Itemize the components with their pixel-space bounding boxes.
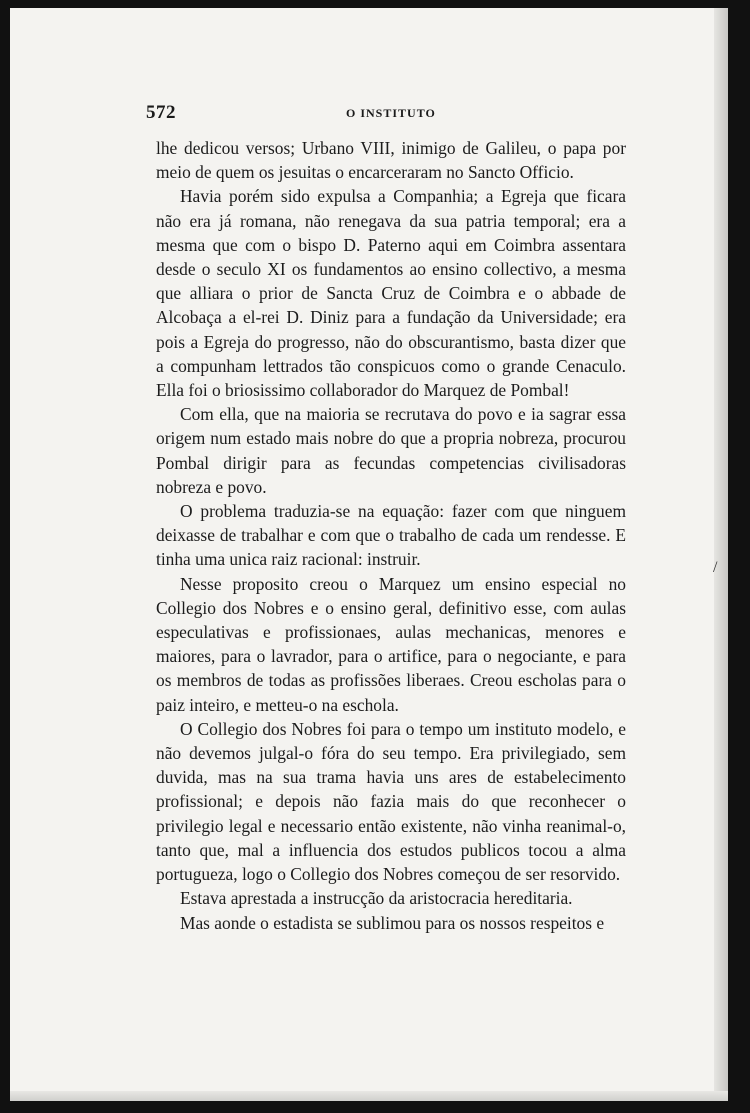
page-header: [146, 102, 624, 124]
margin-mark: /: [713, 559, 718, 576]
book-page: [10, 8, 728, 1101]
paragraph-2: Havia porém sido expulsa a Companhia; a Egreja que ficara não era já romana, não renegava da sua patria temporal; era a mesma que com o bispo D. Paterno aqui em Coimbra assentara desde o seculo XI os fundamentos ao ensino collectivo, a mesma que alliara o prior de Sancta Cruz de Coimbra e o abbade de Alcobaça a el-rei D. Diniz para a fundação da Universidade; era pois a Egreja do progresso, não do obscurantismo, basta dizer que a compunham lettrados tão conspicuos como o grande Cenaculo. Ella foi o briosissimo collaborador do Marquez de Pombal!: [156, 186, 626, 401]
paragraph-4: O problema traduzia-se na equação: fazer com que ninguem deixasse de trabalhar e com que o trabalho de cada um rendesse. E tinha uma unica raiz racional: instruir.: [156, 501, 626, 570]
paragraph-7: Estava aprestada a instrucção da aristocracia hereditaria.: [180, 888, 573, 909]
text-body: [156, 136, 626, 935]
paragraph-1: lhe dedicou versos; Urbano VIII, inimigo de Galileu, o papa por meio de quem os jesuitas o encarceraram no Sancto Officio.: [156, 138, 626, 183]
paragraph-3: Com ella, que na maioria se recrutava do povo e ia sagrar essa origem num estado mais nobre do que a propria nobreza, procurou Pombal dirigir para as fecundas competencias civilisadoras nobreza e povo.: [156, 404, 626, 497]
paragraph-8: Mas aonde o estadista se sublimou para os nossos respeitos e: [180, 912, 605, 933]
paragraph-6: O Collegio dos Nobres foi para o tempo um instituto modelo, e não devemos julgal-o fóra do seu tempo. Era privilegiado, sem duvida, mas na sua trama havia uns ares de estabelecimento profissional; e depois não fazia mais do que reconhecer o privilegio legal e necessario então existente, não vinha reanimal-o, tanto que, mal a influencia dos estudos publicos tocou a alma portugueza, logo o Collegio dos Nobres começou de ser resorvido.: [156, 718, 626, 885]
page-edge-shadow: [714, 8, 728, 1101]
page-bottom-shadow: [10, 1091, 728, 1101]
paragraph-5: Nesse proposito creou o Marquez um ensino especial no Collegio dos Nobres e o ensino geral, definitivo esse, com aulas especulativas e profissionaes, aulas mechanicas, menores e maiores, para o lavrador, para o artifice, para o negociante, e para os membros de todas as profissões liberaes. Creou escholas para o paiz inteiro, e metteu-o na eschola.: [156, 573, 626, 715]
page-number: 572: [146, 102, 176, 123]
running-title: O INSTITUTO: [346, 106, 436, 120]
